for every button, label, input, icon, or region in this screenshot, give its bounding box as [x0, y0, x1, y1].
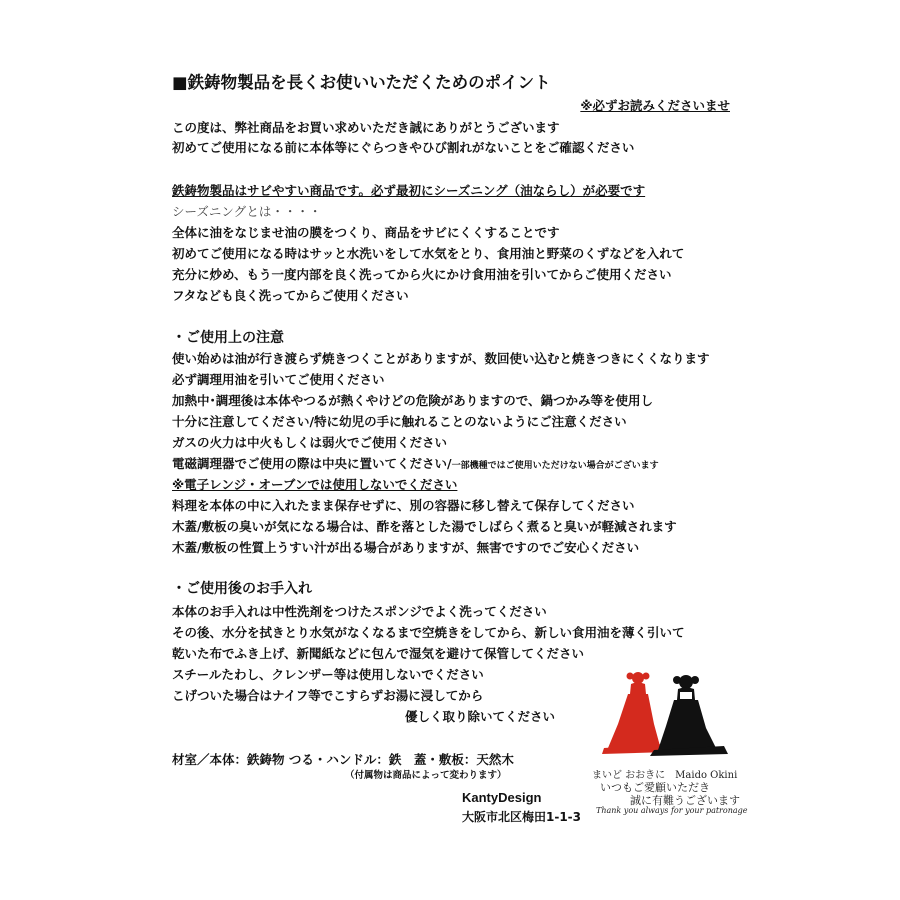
read-notice: ※必ずお読みくださいませ [580, 98, 730, 113]
care-line: 乾いた布でふき上げ、新聞紙などに包んで湿気を避けて保管してください [172, 646, 585, 661]
company-name: KantyDesign [462, 790, 542, 805]
maiko-illustration [594, 668, 744, 760]
intro-line: この度は、弊社商品をお買い求めいただき誠にありがとうございます [172, 120, 560, 135]
seasoning-heading: 鉄鋳物製品はサビやすい商品です。必ず最初にシーズニング（油ならし）が必要です [172, 183, 646, 198]
signature-line: まいど おおきに Maido Okini [592, 770, 738, 781]
intro-line: 初めてご使用になる前に本体等にぐらつきやひび割れがないことをご確認ください [172, 140, 635, 155]
materials-note: （付属物は商品によって変わります） [345, 770, 507, 781]
seasoning-line: 充分に炒め、もう一度内部を良く洗ってから火にかけ食用油を引いてからご使用ください [172, 267, 672, 282]
ih-caution-small: 一部機種ではご使用いただけない場合がございます [451, 461, 659, 471]
ih-caution-main: 電磁調理器でご使用の際は中央に置いてください/ [172, 456, 452, 471]
signature-line: Thank you always for your patronage [596, 806, 748, 815]
company-address: 大阪市北区梅田1-1-3 [462, 810, 582, 824]
seasoning-subheading: シーズニングとは・・・・ [172, 204, 322, 219]
signature-line: 誠に有難うございます [630, 794, 740, 807]
care-line: こげついた場合はナイフ等でこすらずお湯に浸してから [172, 688, 484, 703]
signature-line: いつもご愛顧いただき [600, 781, 710, 794]
caution-line: 木蓋/敷板の性質上うすい汁が出る場合がありますが、無害ですのでご安心ください [172, 540, 640, 555]
seasoning-line: 初めてご使用になる時はサッと水洗いをして水気をとり、食用油と野菜のくずなどを入れて [172, 246, 685, 261]
materials-line: 材室／本体：鉄鋳物 つる・ハンドル：鉄 蓋・敷板：天然木 [172, 752, 514, 767]
ih-caution-line [172, 456, 659, 474]
caution-line: ガスの火力は中火もしくは弱火でご使用ください [172, 435, 448, 450]
care-line: 本体のお手入れは中性洗剤をつけたスポンジでよく洗ってください [172, 604, 547, 619]
page-title: ■鉄鋳物製品を長くお使いいただくためのポイント [172, 73, 551, 92]
caution-line: 木蓋/敷板の臭いが気になる場合は、酢を落とした湯でしばらく煮ると臭いが軽減されます [172, 519, 677, 534]
caution-line: 加熱中･調理後は本体やつるが熱くやけどの危険がありますので、鍋つかみ等を使用し [172, 393, 654, 408]
caution-line: 使い始めは油が行き渡らず焼きつくことがありますが、数回使い込むと焼きつきにくくなります [172, 351, 710, 366]
caution-line: 必ず調理用油を引いてご使用ください [172, 372, 385, 387]
seasoning-line: 全体に油をなじませ油の膜をつくり、商品をサビにくくすることです [172, 225, 560, 240]
seasoning-line: フタなども良く洗ってからご使用ください [172, 288, 409, 303]
care-heading: ・ご使用後のお手入れ [172, 581, 312, 597]
caution-line: 十分に注意してください/特に幼児の手に触れることのないようにご注意ください [172, 414, 627, 429]
red-maiko-figure [602, 672, 668, 754]
microwave-warning: ※電子レンジ・オーブンでは使用しないでください [172, 477, 458, 492]
care-line: スチールたわし、クレンザー等は使用しないでください [172, 667, 484, 682]
care-line: その後、水分を拭きとり水気がなくなるまで空焼きをしてから、新しい食用油を薄く引いて [172, 625, 685, 640]
caution-line: 料理を本体の中に入れたまま保存せずに、別の容器に移し替えて保存してください [172, 498, 635, 513]
caution-heading: ・ご使用上の注意 [172, 330, 284, 346]
care-last-line: 優しく取り除いてください [405, 709, 556, 724]
black-maiko-figure [650, 675, 728, 756]
